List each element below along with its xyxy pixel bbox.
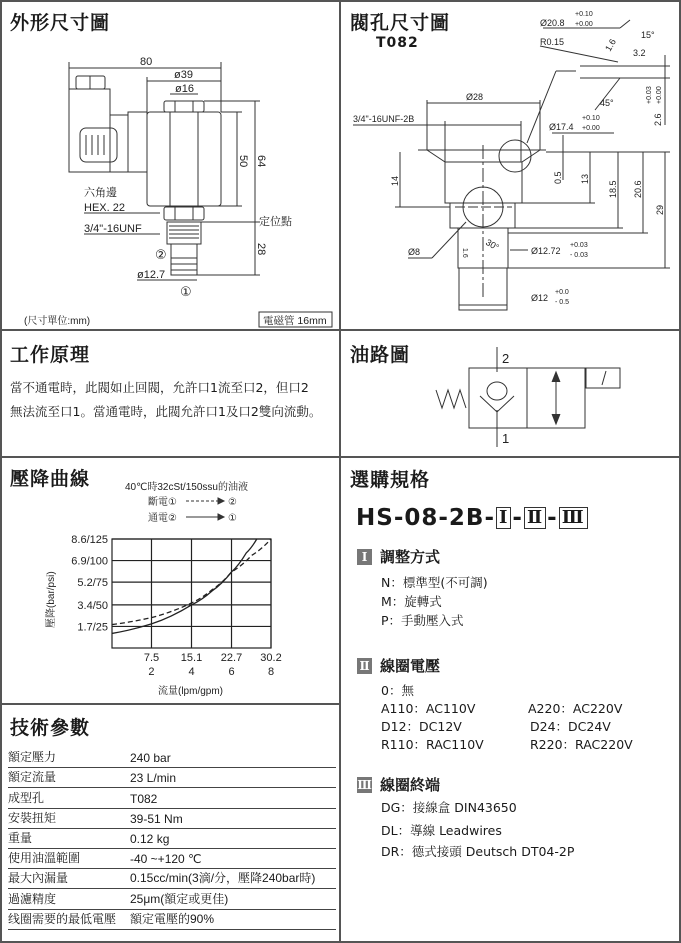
chart-ylabel: 壓降(bar/psi) (46, 571, 57, 628)
spec-value: 23 L/min (130, 771, 177, 786)
spec-key: 使用油溫範圍 (8, 851, 81, 866)
option-item: R220：RAC220V (530, 737, 633, 752)
tol: - 0.03 (570, 252, 588, 259)
dim-d12-72: Ø12.72 (531, 246, 561, 256)
spec-value: 39-51 Nm (130, 811, 183, 826)
x-tick-label: 7.5 (143, 652, 160, 664)
dim-12-7: ø12.7 (137, 269, 166, 281)
cavity-title: 閥孔尺寸圖 (350, 12, 451, 34)
circuit-port-1: 1 (502, 431, 510, 446)
angle-30: 30° (484, 237, 501, 253)
legend-on-label: 通電② (148, 513, 177, 524)
option-item: DL：導線 Leadwires (381, 823, 502, 838)
dim-d20-8: Ø20.8 (540, 18, 565, 28)
x-tick-label: 15.1 (180, 652, 203, 664)
dim-39: ø39 (174, 69, 193, 81)
model-slot-2: Ⅱ (524, 507, 546, 529)
tol: +0.10 (575, 11, 593, 18)
spec-row (8, 809, 336, 829)
section-number: Ⅰ (357, 549, 372, 565)
tol: +0.03 (570, 242, 588, 249)
spec-row (8, 748, 336, 768)
x-tick-label-gpm: 8 (267, 666, 275, 678)
unit-note: (尺寸單位:mm) (24, 316, 91, 327)
spec-table (8, 748, 336, 930)
chart-xlabel: 流量(lpm/gpm) (158, 686, 224, 697)
port-1-label: ① (180, 284, 192, 299)
hydraulic-symbol (436, 347, 620, 447)
port-2-label: ② (155, 247, 167, 262)
principle-text (10, 376, 321, 424)
option-item: DG：接線盒 DIN43650 (381, 800, 517, 815)
locate-label: 定位點 (259, 216, 292, 228)
section-title: 線圈終端 (380, 776, 441, 794)
thread-label: 3/4"-16UNF (84, 223, 142, 235)
dim-d17-4: Ø17.4 (549, 122, 574, 132)
spec-row (8, 849, 336, 869)
y-tick-label: 1.7/25 (77, 621, 108, 634)
dim-20-6: 20.6 (633, 180, 643, 198)
circuit-port-2: 2 (502, 351, 510, 366)
spec-key: 线圈需要的最低電壓 (8, 911, 117, 926)
model-prefix: HS-08-2B- (356, 505, 495, 531)
dim-80: 80 (140, 56, 153, 68)
option-item: 0：無 (381, 683, 414, 698)
spec-key: 最大內漏量 (8, 871, 69, 886)
tol: +0.10 (582, 115, 600, 122)
model-slot-3: Ⅲ (559, 507, 588, 529)
dim-1-6: 1.6 (603, 37, 618, 53)
dim-3-2: 3.2 (633, 48, 646, 58)
spec-key: 額定流量 (8, 770, 57, 785)
option-item: A110：AC110V (381, 701, 476, 716)
outline-title: 外形尺寸圖 (10, 12, 111, 34)
dim-18-5: 18.5 (608, 180, 618, 198)
series-line-energized (112, 539, 257, 633)
spec-value: 額定電壓的90% (130, 911, 215, 926)
x-tick-label-gpm: 2 (148, 666, 155, 678)
spec-row (8, 829, 336, 849)
dash: - (547, 505, 558, 531)
dim-d12: Ø12 (531, 293, 549, 303)
tol: +0.00 (575, 21, 593, 28)
spec-key: 安裝扭矩 (8, 810, 57, 825)
y-tick-label: 5.2/75 (77, 577, 108, 590)
cavity-code: T082 (376, 35, 419, 51)
y-tick-label: 6.9/100 (71, 555, 108, 568)
section-number: Ⅱ (357, 658, 372, 674)
dim-2-6: 2.6 (653, 113, 663, 126)
dim-r0-15: R0.15 (540, 37, 565, 47)
dim-16: ø16 (175, 83, 194, 95)
legend-off-to: ② (228, 497, 237, 508)
dim-50: 50 (237, 155, 249, 168)
pressure-drop-chart (71, 534, 281, 678)
spec-row (8, 869, 336, 889)
section-title: 線圈電壓 (380, 657, 441, 675)
tol: +0.0 (555, 289, 569, 296)
dim-d8: Ø8 (408, 247, 421, 257)
tube-label: 電磁管 16mm (263, 315, 327, 327)
dim-64: 64 (255, 155, 267, 168)
section-terminal (357, 774, 440, 795)
spec-value: 25μm(額定或更佳) (130, 891, 229, 906)
option-item: P：手動壓入式 (381, 613, 464, 628)
spec-row (8, 788, 336, 808)
principle-line: 無法流至口1。當通電時，此閥允許口1及口2雙向流動。 (10, 404, 322, 419)
spec-value: 0.12 kg (130, 831, 170, 846)
spec-value: -40 ~+120 ℃ (130, 852, 202, 867)
model-code (356, 505, 589, 531)
spec-row (8, 768, 336, 788)
dash: - (512, 505, 523, 531)
angle-15: 15° (641, 30, 655, 40)
option-item: D24：DC24V (530, 719, 611, 734)
dim-13: 13 (580, 173, 590, 184)
dim-14: 14 (390, 175, 400, 186)
angle-45: 45° (600, 98, 614, 108)
section-title: 調整方式 (380, 548, 441, 566)
option-item: R110：RAC110V (381, 737, 484, 752)
option-item: M：旋轉式 (381, 594, 442, 609)
y-tick-label: 8.6/125 (71, 534, 108, 546)
hex-label: HEX. 22 (84, 202, 125, 214)
option-item: DR：德式接頭 Deutsch DT04-2P (381, 844, 575, 859)
x-tick-label-gpm: 6 (228, 666, 235, 678)
hex-label-cn: 六角邊 (84, 187, 117, 199)
legend-off-label: 斷電① (148, 497, 177, 508)
y-tick-label: 3.4/50 (77, 599, 108, 612)
option-item: A220：AC220V (528, 701, 623, 716)
spec-value: T082 (130, 791, 158, 806)
spec-key: 重量 (8, 830, 33, 845)
tol: - 0.5 (555, 299, 570, 306)
option-item: D12：DC12V (381, 719, 462, 734)
dim-0-5: 0.5 (553, 171, 563, 184)
spec-key: 成型孔 (8, 790, 45, 805)
circuit-title: 油路圖 (350, 344, 411, 366)
model-slot-1: Ⅰ (496, 507, 511, 529)
tech-title: 技術參數 (10, 717, 91, 739)
spec-value: 240 bar (130, 751, 171, 766)
tol: +0.00 (582, 125, 600, 132)
spec-row (8, 889, 336, 909)
spec-row (8, 910, 336, 930)
tol: +0.00 (656, 86, 663, 104)
dim-29: 29 (655, 204, 665, 215)
section-adjust (357, 546, 440, 567)
thread-2b-label: 3/4"-16UNF-2B (353, 114, 415, 124)
spec-key: 過濾精度 (8, 891, 57, 906)
dim-1-6b: 1.6 (461, 248, 468, 258)
option-item: N：標準型(不可調) (381, 575, 488, 590)
principle-line: 當不通電時，此閥如止回閥，允許口1流至口2，但口2 (10, 380, 309, 395)
chart-condition: 40℃時32cSt/150ssu的油液 (125, 482, 248, 493)
x-tick-label-gpm: 4 (188, 666, 195, 678)
order-title: 選購規格 (350, 469, 431, 491)
section-voltage (357, 655, 440, 676)
dim-d28: Ø28 (466, 92, 484, 102)
section-number: Ⅲ (357, 777, 372, 792)
legend-on-to: ① (228, 513, 237, 524)
x-tick-label: 22.7 (220, 652, 243, 664)
x-tick-label: 30.2 (260, 652, 282, 664)
cavity-drawing (353, 20, 670, 310)
dim-28: 28 (255, 243, 267, 256)
tol: +0.03 (646, 86, 653, 104)
curve-title: 壓降曲線 (10, 468, 91, 490)
spec-value: 0.15cc/min(3滴/分，壓降240bar時) (130, 871, 316, 886)
principle-title: 工作原理 (10, 344, 91, 366)
spec-key: 額定壓力 (8, 750, 57, 765)
